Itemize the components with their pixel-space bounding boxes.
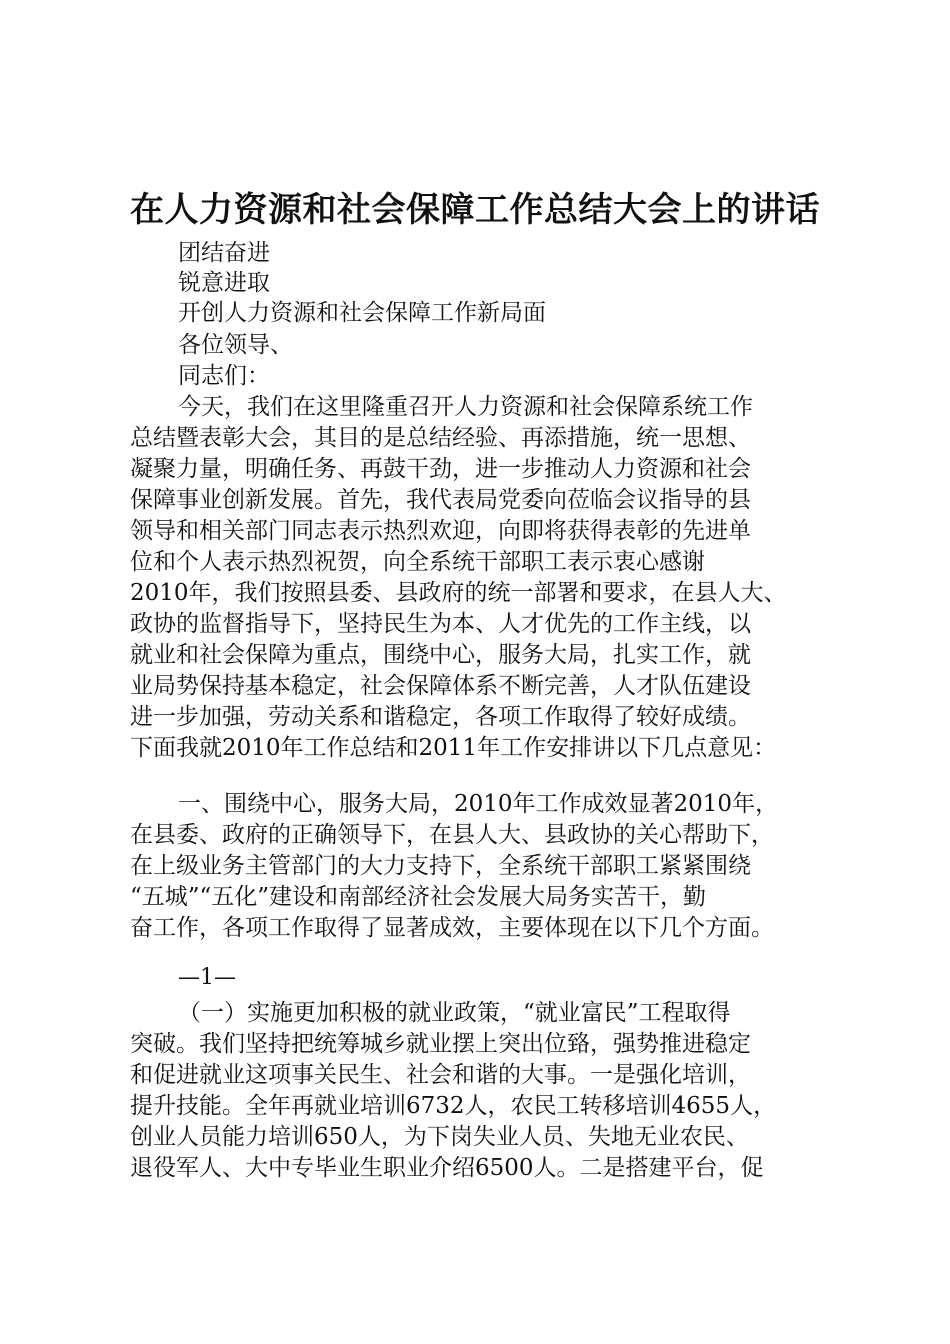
paragraph-line: 政协的监督指导下，坚持民生为本、人才优先的工作主线，以 [130,611,751,637]
paragraph-line: 总结暨表彰大会，其目的是总结经验、再添措施，统一思想、 [130,425,751,451]
paragraph-line: 今天，我们在这里隆重召开人力资源和社会保障系统工作 [178,394,753,420]
paragraph-line: 突破。我们坚持把统筹城乡就业摆上突出位臵，强势推进稳定 [130,1031,751,1057]
paragraph-line: 进一步加强，劳动关系和谐稳定，各项工作取得了较好成绩。 [130,704,751,730]
document-title: 在人力资源和社会保障工作总结大会上的讲话 [130,190,820,230]
paragraph-line: “五城”“五化”建设和南部经济社会发展大局务实苦干，勤 [130,884,707,910]
paragraph-line: （一）实施更加积极的就业政策，“就业富民”工程取得 [178,1000,731,1026]
header-line: 开创人力资源和社会保障工作新局面 [178,300,546,326]
paragraph-line: 凝聚力量，明确任务、再鼓干劲，进一步推动人力资源和社会 [130,456,751,482]
paragraph-line: 在县委、政府的正确领导下，在县人大、县政协的关心帮助下， [130,822,774,848]
paragraph-line: 领导和相关部门同志表示热烈欢迎，向即将获得表彰的先进单 [130,518,751,544]
paragraph-line: 就业和社会保障为重点，围绕中心，服务大局，扎实工作，就 [130,642,751,668]
paragraph-line: 和促进就业这项事关民生、社会和谐的大事。一是强化培训， [130,1062,751,1088]
paragraph-line: 在上级业务主管部门的大力支持下，全系统干部职工紧紧围绕 [130,853,751,879]
paragraph-line: 保障事业创新发展。首先，我代表局党委向莅临会议指导的县 [130,487,751,513]
paragraph-line: 下面我就2010年工作总结和2011年工作安排讲以下几点意见： [130,735,777,761]
paragraph-line: 位和个人表示热烈祝贺，向全系统干部职工表示衷心感谢 [130,549,705,575]
salutation-line: 同志们： [178,363,270,389]
paragraph-line: 业局势保持基本稳定，社会保障体系不断完善，人才队伍建设 [130,673,751,699]
paragraph-line: 2010年，我们按照县委、县政府的统一部署和要求，在县人大、 [130,580,787,606]
paragraph-line: 创业人员能力培训650人，为下岗失业人员、失地无业农民、 [130,1124,749,1150]
paragraph-line: 退役军人、大中专毕业生职业介绍6500人。二是搭建平台，促 [130,1155,764,1181]
page-number: —1— [178,965,236,990]
paragraph-line: 一、围绕中心，服务大局，2010年工作成效显著2010年， [178,791,779,817]
header-line: 锐意进取 [178,270,270,296]
paragraph-line: 奋工作，各项工作取得了显著成效，主要体现在以下几个方面。 [130,915,774,941]
paragraph-line: 提升技能。全年再就业培训6732人，农民工转移培训4655人， [130,1093,777,1119]
header-line: 团结奋进 [178,240,270,266]
salutation-line: 各位领导、 [178,332,293,358]
